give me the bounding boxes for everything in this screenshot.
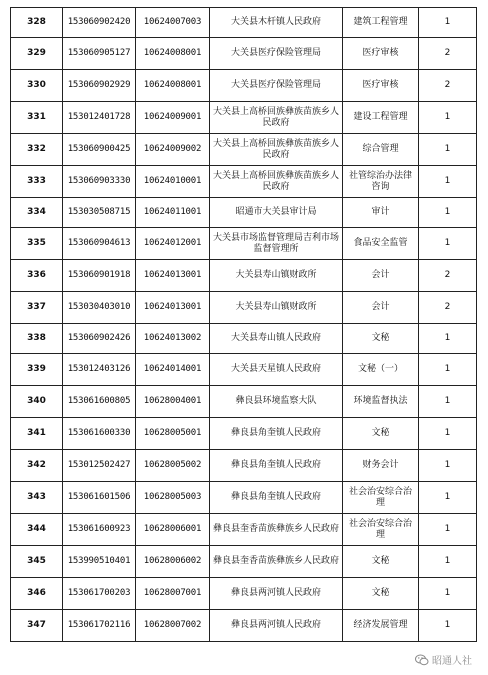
cell-post: 建设工程管理 bbox=[343, 102, 419, 134]
cell-seq: 329 bbox=[11, 38, 63, 70]
table-row bbox=[11, 70, 477, 102]
table-row bbox=[11, 578, 477, 610]
cell-post: 会计 bbox=[343, 260, 419, 292]
cell-quota: 1 bbox=[419, 450, 477, 482]
cell-post: 经济发展管理 bbox=[343, 610, 419, 642]
cell-registration-number: 153061600330 bbox=[63, 418, 136, 450]
cell-department: 彝良县环境监察大队 bbox=[210, 386, 343, 418]
table-row bbox=[11, 8, 477, 38]
watermark bbox=[415, 652, 472, 667]
cell-post: 食品安全监管 bbox=[343, 228, 419, 260]
cell-quota: 1 bbox=[419, 482, 477, 514]
cell-post-code: 10624013001 bbox=[136, 260, 210, 292]
cell-post: 社会治安综合治理 bbox=[343, 482, 419, 514]
cell-department: 彝良县角奎镇人民政府 bbox=[210, 450, 343, 482]
cell-post-code: 10624013001 bbox=[136, 292, 210, 324]
cell-post: 社管综治办法律咨询 bbox=[343, 166, 419, 198]
cell-post-code: 10628007001 bbox=[136, 578, 210, 610]
cell-post-code: 10624009002 bbox=[136, 134, 210, 166]
cell-quota: 1 bbox=[419, 166, 477, 198]
cell-department: 彝良县两河镇人民政府 bbox=[210, 578, 343, 610]
cell-registration-number: 153060903330 bbox=[63, 166, 136, 198]
cell-seq: 338 bbox=[11, 324, 63, 354]
table-row bbox=[11, 38, 477, 70]
cell-post-code: 10624012001 bbox=[136, 228, 210, 260]
cell-seq: 345 bbox=[11, 546, 63, 578]
cell-department: 大关县上高桥回族彝族苗族乡人民政府 bbox=[210, 134, 343, 166]
cell-quota: 1 bbox=[419, 354, 477, 386]
table-row bbox=[11, 514, 477, 546]
cell-department: 大关县寿山镇人民政府 bbox=[210, 324, 343, 354]
wechat-icon bbox=[415, 654, 429, 666]
cell-registration-number: 153060902929 bbox=[63, 70, 136, 102]
cell-seq: 344 bbox=[11, 514, 63, 546]
results-table bbox=[10, 7, 477, 642]
cell-post: 文秘 bbox=[343, 578, 419, 610]
table-row bbox=[11, 134, 477, 166]
table-row bbox=[11, 102, 477, 134]
cell-registration-number: 153061702116 bbox=[63, 610, 136, 642]
cell-registration-number: 153012502427 bbox=[63, 450, 136, 482]
cell-quota: 2 bbox=[419, 260, 477, 292]
table-row bbox=[11, 198, 477, 228]
cell-post: 文秘 bbox=[343, 418, 419, 450]
cell-post-code: 10628005002 bbox=[136, 450, 210, 482]
cell-registration-number: 153061600923 bbox=[63, 514, 136, 546]
cell-post: 文秘 bbox=[343, 546, 419, 578]
cell-post: 医疗审核 bbox=[343, 38, 419, 70]
cell-post-code: 10624013002 bbox=[136, 324, 210, 354]
cell-seq: 339 bbox=[11, 354, 63, 386]
cell-post-code: 10628005003 bbox=[136, 482, 210, 514]
cell-registration-number: 153060902426 bbox=[63, 324, 136, 354]
cell-quota: 1 bbox=[419, 578, 477, 610]
table-row bbox=[11, 450, 477, 482]
cell-seq: 336 bbox=[11, 260, 63, 292]
cell-registration-number: 153061700203 bbox=[63, 578, 136, 610]
cell-seq: 335 bbox=[11, 228, 63, 260]
cell-post: 环境监督执法 bbox=[343, 386, 419, 418]
cell-post-code: 10624009001 bbox=[136, 102, 210, 134]
results-table-body bbox=[11, 8, 477, 642]
cell-quota: 1 bbox=[419, 102, 477, 134]
cell-department: 大关县寿山镇财政所 bbox=[210, 260, 343, 292]
cell-post: 社会治安综合治理 bbox=[343, 514, 419, 546]
table-row bbox=[11, 418, 477, 450]
cell-quota: 1 bbox=[419, 386, 477, 418]
cell-seq: 328 bbox=[11, 8, 63, 38]
cell-registration-number: 153060902420 bbox=[63, 8, 136, 38]
cell-registration-number: 153030508715 bbox=[63, 198, 136, 228]
cell-quota: 2 bbox=[419, 292, 477, 324]
cell-post-code: 10624010001 bbox=[136, 166, 210, 198]
cell-post: 建筑工程管理 bbox=[343, 8, 419, 38]
cell-quota: 1 bbox=[419, 610, 477, 642]
table-row bbox=[11, 386, 477, 418]
table-row bbox=[11, 546, 477, 578]
cell-post-code: 10624011001 bbox=[136, 198, 210, 228]
cell-seq: 330 bbox=[11, 70, 63, 102]
cell-department: 大关县医疗保险管理局 bbox=[210, 38, 343, 70]
cell-quota: 1 bbox=[419, 418, 477, 450]
cell-quota: 1 bbox=[419, 8, 477, 38]
cell-quota: 2 bbox=[419, 70, 477, 102]
cell-registration-number: 153990510401 bbox=[63, 546, 136, 578]
table-row bbox=[11, 610, 477, 642]
cell-seq: 343 bbox=[11, 482, 63, 514]
cell-quota: 1 bbox=[419, 546, 477, 578]
cell-seq: 340 bbox=[11, 386, 63, 418]
cell-seq: 347 bbox=[11, 610, 63, 642]
watermark-text: 昭通人社 bbox=[432, 656, 472, 667]
cell-quota: 1 bbox=[419, 198, 477, 228]
cell-post: 文秘（一） bbox=[343, 354, 419, 386]
cell-quota: 2 bbox=[419, 38, 477, 70]
cell-department: 大关县寿山镇财政所 bbox=[210, 292, 343, 324]
cell-post-code: 10624008001 bbox=[136, 70, 210, 102]
table-row bbox=[11, 228, 477, 260]
cell-post: 审计 bbox=[343, 198, 419, 228]
cell-quota: 1 bbox=[419, 228, 477, 260]
cell-quota: 1 bbox=[419, 514, 477, 546]
cell-post: 综合管理 bbox=[343, 134, 419, 166]
cell-registration-number: 153061601506 bbox=[63, 482, 136, 514]
cell-registration-number: 153030403010 bbox=[63, 292, 136, 324]
cell-post-code: 10624014001 bbox=[136, 354, 210, 386]
cell-registration-number: 153060900425 bbox=[63, 134, 136, 166]
cell-seq: 341 bbox=[11, 418, 63, 450]
cell-post-code: 10624007003 bbox=[136, 8, 210, 38]
cell-post-code: 10628005001 bbox=[136, 418, 210, 450]
cell-department: 大关县天星镇人民政府 bbox=[210, 354, 343, 386]
cell-quota: 1 bbox=[419, 134, 477, 166]
table-row bbox=[11, 166, 477, 198]
cell-registration-number: 153012403126 bbox=[63, 354, 136, 386]
cell-post: 财务会计 bbox=[343, 450, 419, 482]
cell-registration-number: 153060905127 bbox=[63, 38, 136, 70]
cell-seq: 333 bbox=[11, 166, 63, 198]
cell-department: 昭通市大关县审计局 bbox=[210, 198, 343, 228]
cell-department: 大关县上高桥回族彝族苗族乡人民政府 bbox=[210, 102, 343, 134]
cell-seq: 346 bbox=[11, 578, 63, 610]
cell-post-code: 10628007002 bbox=[136, 610, 210, 642]
cell-department: 大关县医疗保险管理局 bbox=[210, 70, 343, 102]
cell-post: 医疗审核 bbox=[343, 70, 419, 102]
cell-registration-number: 153061600805 bbox=[63, 386, 136, 418]
cell-department: 彝良县奎香苗族彝族乡人民政府 bbox=[210, 514, 343, 546]
cell-department: 彝良县奎香苗族彝族乡人民政府 bbox=[210, 546, 343, 578]
cell-registration-number: 153060901918 bbox=[63, 260, 136, 292]
cell-seq: 332 bbox=[11, 134, 63, 166]
cell-department: 彝良县角奎镇人民政府 bbox=[210, 482, 343, 514]
cell-seq: 337 bbox=[11, 292, 63, 324]
cell-seq: 342 bbox=[11, 450, 63, 482]
cell-post-code: 10624008001 bbox=[136, 38, 210, 70]
cell-department: 彝良县角奎镇人民政府 bbox=[210, 418, 343, 450]
cell-quota: 1 bbox=[419, 324, 477, 354]
table-row bbox=[11, 324, 477, 354]
cell-seq: 334 bbox=[11, 198, 63, 228]
cell-post: 文秘 bbox=[343, 324, 419, 354]
cell-department: 彝良县两河镇人民政府 bbox=[210, 610, 343, 642]
cell-post-code: 10628006002 bbox=[136, 546, 210, 578]
cell-department: 大关县市场监督管理局吉利市场监督管理所 bbox=[210, 228, 343, 260]
cell-registration-number: 153060904613 bbox=[63, 228, 136, 260]
table-row bbox=[11, 292, 477, 324]
cell-seq: 331 bbox=[11, 102, 63, 134]
table-row bbox=[11, 260, 477, 292]
cell-department: 大关县木杆镇人民政府 bbox=[210, 8, 343, 38]
cell-post-code: 10628004001 bbox=[136, 386, 210, 418]
table-row bbox=[11, 354, 477, 386]
cell-registration-number: 153012401728 bbox=[63, 102, 136, 134]
cell-post: 会计 bbox=[343, 292, 419, 324]
cell-department: 大关县上高桥回族彝族苗族乡人民政府 bbox=[210, 166, 343, 198]
table-row bbox=[11, 482, 477, 514]
cell-post-code: 10628006001 bbox=[136, 514, 210, 546]
